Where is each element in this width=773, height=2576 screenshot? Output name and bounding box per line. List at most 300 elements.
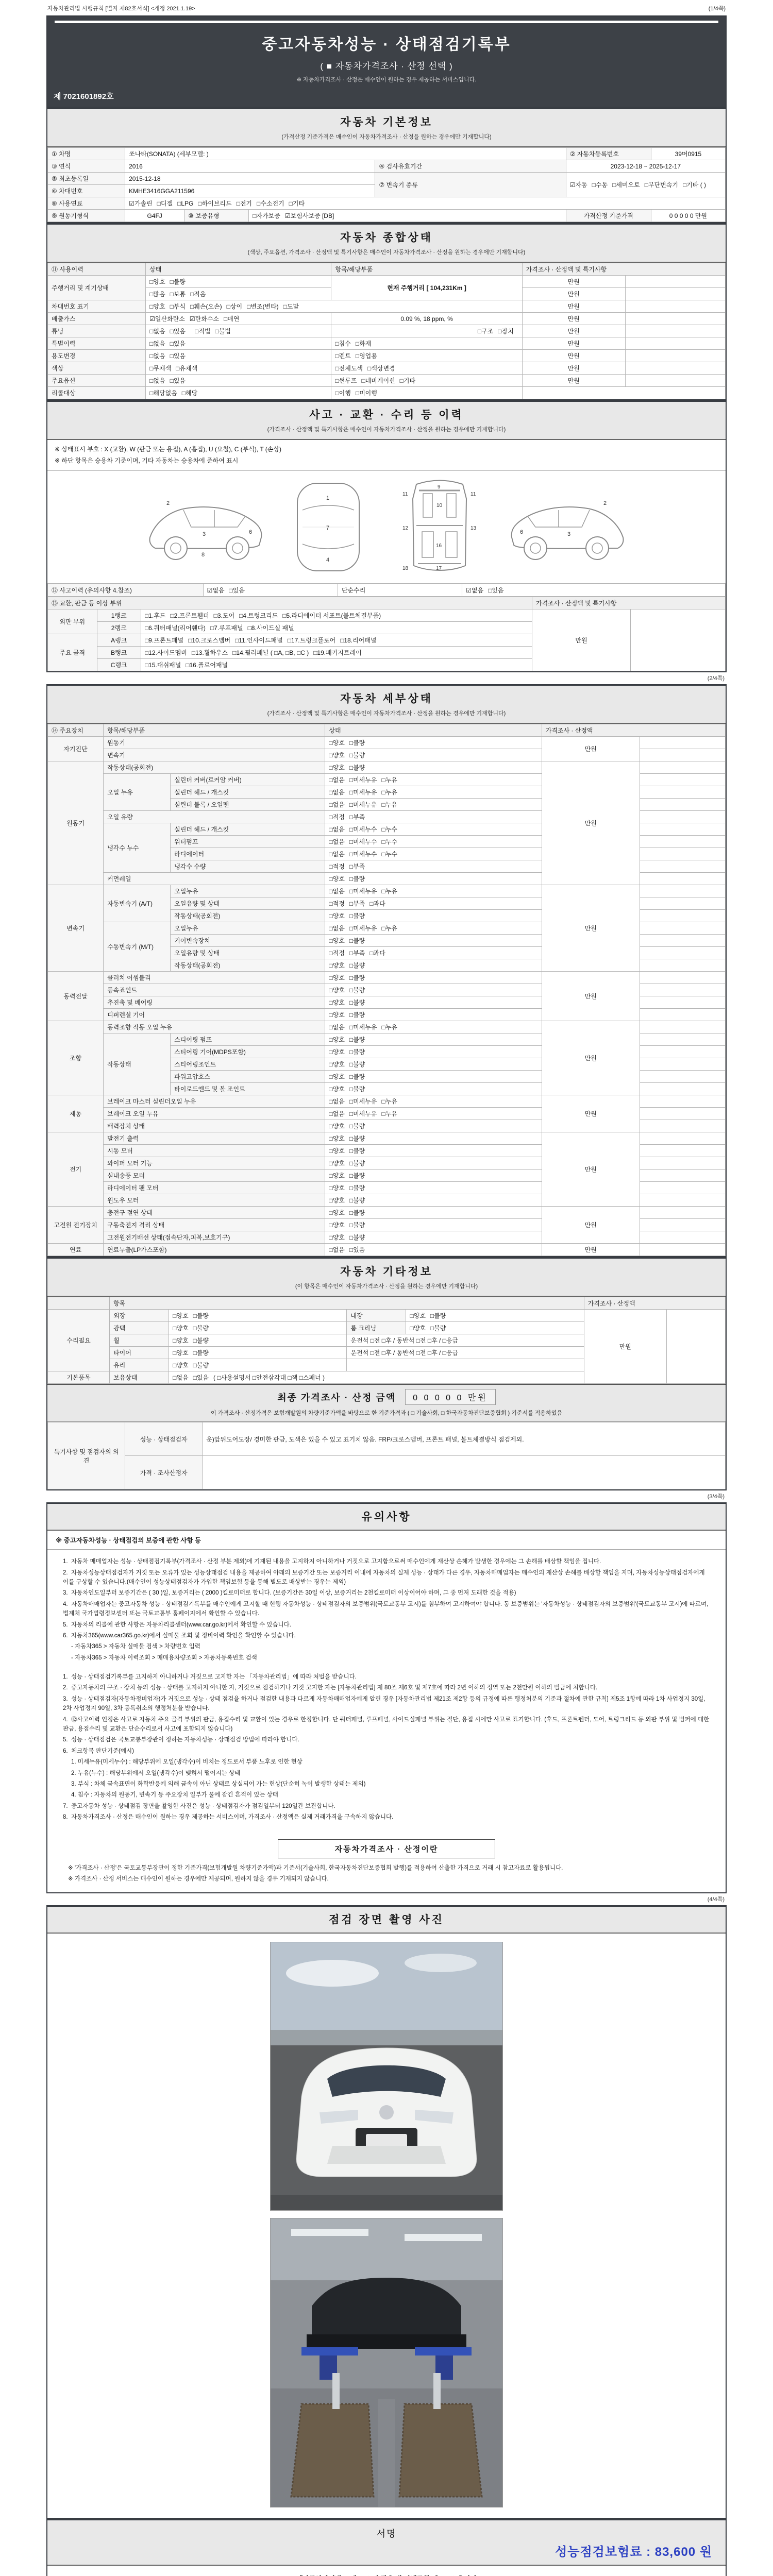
page-marker-2: (2/4쪽): [707, 675, 725, 682]
checkbox-option[interactable]: □누수: [381, 851, 397, 858]
checkbox-option[interactable]: □불량: [349, 987, 365, 994]
checkbox-option[interactable]: □구조: [477, 328, 494, 335]
checkbox-option[interactable]: □5.라디에이터 서포트(볼트체결부품): [282, 612, 381, 620]
checkbox-option[interactable]: □불량: [349, 1073, 365, 1081]
etc-header: [47, 1259, 726, 1297]
field-label: 고전원전기배선 상태(접속단자,피복,보호기구): [104, 1231, 325, 1244]
field-label: B랭크: [97, 647, 141, 659]
field-label: 냉각수 수량: [171, 860, 325, 873]
checkbox-option[interactable]: □수동: [592, 181, 608, 189]
checkbox-option[interactable]: □렌트: [335, 352, 351, 360]
field-label: 오일누유: [171, 885, 325, 897]
checkbox-option[interactable]: □적음: [190, 291, 206, 298]
checkbox-option[interactable]: □양호: [329, 1234, 345, 1242]
field-label: 자동변속기 (A/T): [104, 885, 171, 922]
checkbox-option[interactable]: □부족: [349, 863, 365, 871]
checkbox-option[interactable]: □양호: [329, 1222, 345, 1229]
checkbox-group: [325, 1071, 542, 1083]
field-value: [625, 337, 725, 350]
checkbox-group: [146, 313, 331, 325]
checkbox-option[interactable]: □미세누수: [349, 838, 377, 846]
checkbox-option[interactable]: □없음: [329, 1024, 345, 1031]
checkbox-option[interactable]: □불량: [349, 752, 365, 759]
car-side-view-right-diagram: [505, 478, 633, 576]
checkbox-option[interactable]: □16.플로어패널: [186, 662, 228, 669]
checkbox-option[interactable]: □양호: [329, 752, 345, 759]
checkbox-option[interactable]: □없음: [149, 340, 165, 347]
field-value: 만원: [542, 1021, 640, 1095]
checkbox-option[interactable]: □양호: [173, 1325, 189, 1332]
checkbox-option[interactable]: □부식: [170, 303, 186, 310]
checkbox-option[interactable]: □17.트렁크플로어: [287, 637, 336, 645]
checkbox-option[interactable]: □누유: [381, 1110, 397, 1118]
field-label: 디퍼렌셜 기어: [104, 1009, 325, 1021]
field-value: [640, 860, 725, 873]
checkbox-group: [331, 362, 522, 375]
checkbox-option[interactable]: □양호: [329, 739, 345, 747]
checkbox-option[interactable]: □양호: [329, 1061, 345, 1069]
checkbox-option[interactable]: □없음: [329, 789, 345, 796]
checkbox-group: [462, 584, 726, 597]
checkbox-option[interactable]: □양호: [149, 278, 165, 285]
checkbox-option[interactable]: □미세누유: [349, 1024, 377, 1031]
checkbox-option[interactable]: □없음: [149, 352, 165, 360]
checkbox-option[interactable]: □있음: [193, 1374, 209, 1382]
field-label: 시동 모터: [104, 1145, 325, 1157]
comprehensive-header: [47, 225, 726, 263]
checkbox-option[interactable]: □양호: [329, 974, 345, 982]
checkbox-option[interactable]: □색상변경: [367, 365, 395, 372]
checkbox-option[interactable]: □불량: [349, 739, 365, 747]
field-label: 오일누유: [171, 922, 325, 935]
checkbox-option[interactable]: □해당: [181, 389, 198, 397]
checkbox-option[interactable]: □장치: [498, 328, 514, 335]
checkbox-option[interactable]: □있음: [170, 377, 186, 384]
checkbox-option[interactable]: □12.사이드멤버: [144, 649, 187, 657]
field-label: 라디에이터: [171, 848, 325, 860]
notice-line: ※ '가격조사 · 산정'은 국토교통부장관이 정한 기준가격(보험개발원 차량기준가액)과 기준서(기술사회, 한국자동차진단보증협회 발행)를 적용하여 산출한 가격으로 거래 시 참고자료로 활용됩니다.: [68, 1865, 563, 1871]
checkbox-option[interactable]: □없음: [329, 1110, 345, 1118]
checkbox-option[interactable]: □적정: [329, 863, 345, 871]
table-row: [48, 972, 726, 984]
panel-number-17: 17: [436, 566, 442, 572]
checkbox-option[interactable]: □적법: [195, 328, 211, 335]
checkbox-option[interactable]: □양호: [173, 1312, 189, 1320]
checkbox-option[interactable]: □불량: [349, 1184, 365, 1192]
checkbox-option[interactable]: □불량: [349, 1011, 365, 1019]
field-label: 광택: [110, 1322, 169, 1334]
checkbox-option[interactable]: ☑일산화탄소: [149, 315, 185, 323]
checkbox-option[interactable]: □18.리어패널: [340, 637, 377, 645]
checkbox-option[interactable]: □무단변속기: [644, 181, 678, 189]
checkbox-option[interactable]: □14.필러패널 ( □A, □B, □C ): [232, 649, 309, 657]
checkbox-option[interactable]: □불량: [193, 1349, 209, 1357]
checkbox-option[interactable]: □불량: [430, 1312, 446, 1320]
checkbox-option[interactable]: □전기: [236, 200, 253, 207]
checkbox-option[interactable]: □불량: [349, 764, 365, 772]
checkbox-option[interactable]: □없음: [329, 1246, 345, 1254]
checkbox-option[interactable]: □누유: [381, 1098, 397, 1106]
field-value: 현재 주행거리 [ 104,231Km ]: [331, 276, 522, 300]
checkbox-option[interactable]: □누유: [381, 776, 397, 784]
checkbox-option[interactable]: □기타: [399, 377, 416, 384]
checkbox-option[interactable]: ☑보험사보증 [DB]: [284, 212, 334, 219]
checkbox-option[interactable]: □변조(변타): [247, 303, 279, 310]
checkbox-group: [169, 1334, 347, 1347]
checkbox-group: [146, 300, 523, 313]
checkbox-option[interactable]: □불량: [349, 1160, 365, 1167]
checkbox-option[interactable]: □불량: [349, 1036, 365, 1044]
checkbox-group: [325, 836, 542, 848]
checkbox-group: [325, 947, 542, 959]
inspection-photo-car-on-lift: [270, 2218, 503, 2507]
field-label: 작동상태: [104, 1033, 171, 1095]
checkbox-group: [325, 1207, 542, 1219]
checkbox-option[interactable]: □6.쿼터패널(리어휀다): [144, 624, 206, 632]
checkbox-option[interactable]: □보통: [170, 291, 186, 298]
checkbox-option[interactable]: ☑없음: [207, 587, 225, 595]
checkbox-option[interactable]: □양호: [173, 1362, 189, 1369]
checkbox-option[interactable]: □양호: [329, 1209, 345, 1217]
checkbox-option[interactable]: □불량: [349, 962, 365, 970]
checkbox-option[interactable]: □적정: [329, 950, 345, 957]
checkbox-option[interactable]: □양호: [149, 303, 165, 310]
checkbox-option[interactable]: □누유: [381, 888, 397, 895]
checkbox-option[interactable]: □19.패키지트레이: [313, 649, 362, 657]
field-value: [625, 313, 725, 325]
checkbox-option[interactable]: □불량: [170, 278, 186, 285]
checkbox-option[interactable]: □없음: [329, 925, 345, 933]
checkbox-option[interactable]: □없음: [149, 328, 165, 335]
checkbox-option[interactable]: ☑자동: [569, 181, 587, 189]
checkbox-option[interactable]: □불량: [349, 1135, 365, 1143]
checkbox-option[interactable]: □양호: [329, 1147, 345, 1155]
checkbox-option[interactable]: □양호: [173, 1337, 189, 1345]
page-marker-4: (4/4쪽): [707, 1896, 725, 1903]
checkbox-option[interactable]: □미세누유: [349, 925, 377, 933]
checkbox-option[interactable]: □불량: [349, 1209, 365, 1217]
price-appraisal-definition-box: 자동차가격조사 · 산정이란: [278, 1839, 495, 1858]
field-label: ⑫ 사고이력 (유의사항 4.참조): [48, 584, 204, 597]
checkbox-option[interactable]: ☑없음: [466, 587, 484, 595]
panel-number-12: 12: [402, 526, 409, 532]
accident-history-table: [47, 584, 726, 597]
panel-number-2: 2: [166, 500, 170, 507]
checkbox-option[interactable]: □양호: [329, 999, 345, 1007]
checkbox-option[interactable]: □4.트렁크리드: [239, 612, 278, 620]
checkbox-option[interactable]: □불법: [215, 328, 231, 335]
checkbox-option[interactable]: □15.대쉬패널: [144, 662, 181, 669]
checkbox-option[interactable]: □불량: [193, 1337, 209, 1345]
checkbox-option[interactable]: □없음: [329, 801, 345, 809]
checkbox-option[interactable]: □누유: [381, 925, 397, 933]
field-value: [640, 836, 725, 848]
checkbox-option[interactable]: □양호: [329, 764, 345, 772]
checkbox-option[interactable]: □양호: [329, 875, 345, 883]
checkbox-option[interactable]: □불량: [193, 1312, 209, 1320]
checkbox-option[interactable]: □불량: [349, 912, 365, 920]
checkbox-option[interactable]: □양호: [329, 1011, 345, 1019]
field-label: A랭크: [97, 634, 141, 647]
checkbox-option[interactable]: □부족: [349, 950, 365, 957]
section-subtitle: (가격조사 · 산정액 및 특기사항은 매수인이 자동차가격조사 · 산정을 원하는 경우에만 기재합니다): [267, 710, 506, 717]
checkbox-option[interactable]: □있음: [488, 587, 504, 595]
checkbox-option[interactable]: □미세누유: [349, 1110, 377, 1118]
checkbox-option[interactable]: □LPG: [177, 200, 194, 207]
checkbox-option[interactable]: □불량: [193, 1362, 209, 1369]
field-value: 가격조사 · 산정액: [584, 1297, 725, 1310]
field-value: [625, 325, 725, 337]
checkbox-group: [325, 1194, 542, 1207]
checkbox-option[interactable]: □수소전기: [257, 200, 284, 207]
checkbox-option[interactable]: □네비게이션: [361, 377, 395, 384]
field-label: 오일유량 및 상태: [171, 897, 325, 910]
panel-number-6: 6: [249, 529, 253, 536]
checkbox-option[interactable]: □불량: [349, 999, 365, 1007]
checkbox-option[interactable]: □침수: [335, 340, 351, 347]
checkbox-option[interactable]: □불량: [349, 1147, 365, 1155]
field-label: 2랭크: [97, 622, 141, 634]
checkbox-option[interactable]: □양호: [329, 987, 345, 994]
field-label: 내장: [347, 1310, 406, 1322]
checkbox-option[interactable]: □미세누유: [349, 888, 377, 895]
checkbox-option[interactable]: □있음: [170, 328, 186, 335]
panel-rank-table: [47, 597, 726, 671]
checkbox-group: [325, 972, 542, 984]
checkbox-option[interactable]: □양호: [329, 962, 345, 970]
checkbox-option[interactable]: □양호: [329, 1073, 345, 1081]
section-detail-state: [46, 684, 727, 1257]
checkbox-option[interactable]: ☑탄화수소: [189, 315, 219, 323]
checkbox-option[interactable]: □10.크로스멤버: [188, 637, 231, 645]
field-value: 만원: [522, 350, 625, 362]
checkbox-option[interactable]: □미세누유: [349, 776, 377, 784]
checkbox-option[interactable]: □불량: [349, 1061, 365, 1069]
checkbox-option[interactable]: □상이: [226, 303, 243, 310]
checkbox-option[interactable]: □양호: [329, 1184, 345, 1192]
field-label: 원동기: [104, 737, 325, 749]
checkbox-option[interactable]: □과다: [369, 900, 385, 908]
checkbox-option[interactable]: □썬루프: [335, 377, 357, 384]
checkbox-option[interactable]: □부족: [349, 814, 365, 821]
checkbox-option[interactable]: □없음: [173, 1374, 189, 1382]
checkbox-option[interactable]: □양호: [329, 912, 345, 920]
checkbox-option[interactable]: □3.도어: [213, 612, 235, 620]
table-row: [48, 1207, 726, 1219]
table-row: [48, 313, 726, 325]
checkbox-option[interactable]: □기타 ( ): [682, 181, 707, 189]
checkbox-option[interactable]: □양호: [329, 1172, 345, 1180]
checkbox-option[interactable]: □불량: [349, 937, 365, 945]
checkbox-option[interactable]: ( □사용설명서 □안전삼각대 □잭 □스패너 ): [213, 1374, 325, 1382]
checkbox-group: [325, 935, 542, 947]
field-label: 타이로드엔드 및 볼 조인트: [171, 1083, 325, 1095]
checkbox-option[interactable]: □양호: [329, 1123, 345, 1130]
checkbox-option[interactable]: □양호: [329, 1197, 345, 1205]
field-value: [640, 1095, 725, 1108]
checkbox-option[interactable]: □없음: [329, 838, 345, 846]
checkbox-option[interactable]: ☑가솔린: [129, 200, 153, 207]
checkbox-option[interactable]: □없음: [329, 826, 345, 834]
section-title: 자동차 세부상태: [340, 693, 433, 705]
checkbox-option[interactable]: □있음: [170, 340, 186, 347]
checkbox-option[interactable]: □적정: [329, 900, 345, 908]
table-row: [48, 761, 726, 774]
checkbox-option[interactable]: □11.인사이드패널: [235, 637, 283, 645]
field-value: 운)앞뒤도어도장/ 경미한 판금, 도색은 있을 수 있고 표기치 않음. FRP/크로스멤버, 프론트 패널, 볼트체결방식 점검제외.: [203, 1422, 726, 1456]
field-value: [640, 1244, 725, 1256]
table-row: [48, 276, 726, 288]
checkbox-option[interactable]: □양호: [329, 1086, 345, 1093]
detail-state-table: [47, 724, 726, 1256]
checkbox-option[interactable]: □양호: [329, 1135, 345, 1143]
checkbox-option[interactable]: □훼손(오손): [190, 303, 222, 310]
checkbox-option[interactable]: □불량: [349, 974, 365, 982]
field-value: 가격조사 · 산정액 및 특기사항: [522, 263, 725, 276]
checkbox-option[interactable]: □7.루프패널: [210, 624, 243, 632]
checkbox-option[interactable]: □미세누수: [349, 851, 377, 858]
checkbox-option[interactable]: □전체도색: [335, 365, 363, 372]
checkbox-group: [325, 1046, 542, 1058]
field-label: 룸 크리닝: [347, 1322, 406, 1334]
table-row: [48, 375, 726, 387]
checkbox-option[interactable]: □없음: [149, 377, 165, 384]
checkbox-group: [325, 1145, 542, 1157]
section-subtitle: (가격조사 · 산정액 및 특기사항은 매수인이 자동차가격조사 · 산정을 원하는 경우에만 기재합니다): [267, 427, 506, 433]
field-value: 만원: [522, 300, 625, 313]
checkbox-group: [325, 885, 542, 897]
checkbox-option[interactable]: □미세누유: [349, 801, 377, 809]
checkbox-option[interactable]: □불량: [349, 1123, 365, 1130]
field-value: [625, 288, 725, 300]
field-value: [640, 1132, 725, 1145]
field-label: 주행거리 및 계기상태: [48, 276, 146, 300]
checkbox-option[interactable]: □미세누수: [349, 826, 377, 834]
checkbox-group: [146, 337, 331, 350]
checkbox-option[interactable]: □불량: [193, 1325, 209, 1332]
checkbox-option[interactable]: □8.사이드실 패널: [247, 624, 294, 632]
checkbox-option[interactable]: □양호: [173, 1349, 189, 1357]
checkbox-option[interactable]: □누유: [381, 801, 397, 809]
checkbox-option[interactable]: □13.휠하우스: [191, 649, 228, 657]
checkbox-option[interactable]: □불량: [430, 1325, 446, 1332]
page-marker-3: (3/4쪽): [707, 1494, 725, 1500]
field-value: [640, 799, 725, 811]
device-group-label: 고전원 전기장치: [48, 1207, 104, 1244]
checkbox-option[interactable]: □1.후드: [144, 612, 166, 620]
checkbox-group: [146, 375, 331, 387]
checkbox-option[interactable]: □양호: [410, 1325, 426, 1332]
checkbox-option[interactable]: □양호: [329, 1048, 345, 1056]
table-row: [48, 597, 726, 609]
checkbox-option[interactable]: □무채색: [149, 365, 172, 372]
checkbox-option[interactable]: □불량: [349, 875, 365, 883]
checkbox-option[interactable]: □2.프론트휀더: [170, 612, 209, 620]
device-group-label: 조향: [48, 1021, 104, 1095]
table-row: [48, 737, 726, 749]
checkbox-option[interactable]: □디젤: [157, 200, 173, 207]
checkbox-option[interactable]: □도말: [283, 303, 299, 310]
checkbox-option[interactable]: □누유: [381, 1024, 397, 1031]
checkbox-option[interactable]: □불량: [349, 1086, 365, 1093]
checkbox-option[interactable]: □하이브리드: [198, 200, 232, 207]
checkbox-option[interactable]: □누수: [381, 826, 397, 834]
checkbox-option[interactable]: □미세누유: [349, 1098, 377, 1106]
signature-band: [47, 2520, 726, 2566]
field-label: 파워고압호스: [171, 1071, 325, 1083]
field-label: 윈도우 모터: [104, 1194, 325, 1207]
field-label: 수동변속기 (M/T): [104, 922, 171, 972]
field-label: 보유상태: [110, 1371, 169, 1384]
checkbox-option[interactable]: □불량: [349, 1172, 365, 1180]
table-row: [48, 1095, 726, 1108]
checkbox-option[interactable]: □9.프론트패널: [144, 637, 184, 645]
checkbox-option[interactable]: □미세누유: [349, 789, 377, 796]
checkbox-option[interactable]: □있음: [229, 587, 245, 595]
section-signature: [46, 2519, 727, 2576]
checkbox-option[interactable]: □영업용: [355, 352, 377, 360]
checkbox-option[interactable]: □이행: [335, 389, 351, 397]
final-price-label: 최종 가격조사 · 산정 금액: [277, 1392, 396, 1403]
checkbox-option[interactable]: □해당없음: [149, 389, 177, 397]
checkbox-option[interactable]: □불량: [349, 1048, 365, 1056]
field-value: [640, 972, 725, 984]
checkbox-group: [125, 197, 726, 210]
checkbox-option[interactable]: □양호: [329, 1036, 345, 1044]
field-label: 가격산정 기준가격: [566, 210, 651, 222]
checkbox-option[interactable]: □불량: [349, 1222, 365, 1229]
checkbox-option[interactable]: □매연: [224, 315, 240, 323]
field-label: 1랭크: [97, 609, 141, 622]
checkbox-option[interactable]: □없음: [329, 1098, 345, 1106]
checkbox-option[interactable]: □불량: [349, 1234, 365, 1242]
checkbox-option[interactable]: □양호: [410, 1312, 426, 1320]
field-label: 워터펌프: [171, 836, 325, 848]
checkbox-option[interactable]: □양호: [329, 1160, 345, 1167]
checkbox-option[interactable]: □없음: [329, 888, 345, 895]
checkbox-option[interactable]: □있음: [170, 352, 186, 360]
checkbox-option[interactable]: □없음: [329, 776, 345, 784]
field-label: ① 차명: [48, 148, 125, 160]
checkbox-group: [325, 1058, 542, 1071]
checkbox-option[interactable]: □누수: [381, 838, 397, 846]
section-title: 사고 · 교환 · 수리 등 이력: [309, 409, 464, 421]
checkbox-option[interactable]: □기타: [289, 200, 305, 207]
checkbox-option[interactable]: □누유: [381, 789, 397, 796]
checkbox-option[interactable]: □적정: [329, 814, 345, 821]
panel-number-3: 3: [203, 531, 206, 538]
checkbox-option[interactable]: □없음: [329, 851, 345, 858]
checkbox-option[interactable]: □화재: [355, 340, 372, 347]
checkbox-group: [325, 984, 542, 996]
checkbox-option[interactable]: □양호: [329, 937, 345, 945]
checkbox-option[interactable]: □미이행: [355, 389, 377, 397]
field-value: 쏘나타(SONATA) (세부모델: ): [125, 148, 566, 160]
checkbox-option[interactable]: □유채색: [176, 365, 198, 372]
checkbox-option[interactable]: □많음: [149, 291, 165, 298]
checkbox-option[interactable]: □부족: [349, 900, 365, 908]
checkbox-group: [146, 325, 331, 337]
checkbox-option[interactable]: □있음: [349, 1246, 365, 1254]
checkbox-option[interactable]: □자가보증: [253, 212, 280, 219]
checkbox-group: [325, 910, 542, 922]
field-value: [640, 786, 725, 799]
checkbox-option[interactable]: □과다: [369, 950, 385, 957]
checkbox-group: [325, 1219, 542, 1231]
checkbox-option[interactable]: □세미오토: [612, 181, 640, 189]
checkbox-option[interactable]: □불량: [349, 1197, 365, 1205]
section-accident-history: [46, 400, 727, 672]
